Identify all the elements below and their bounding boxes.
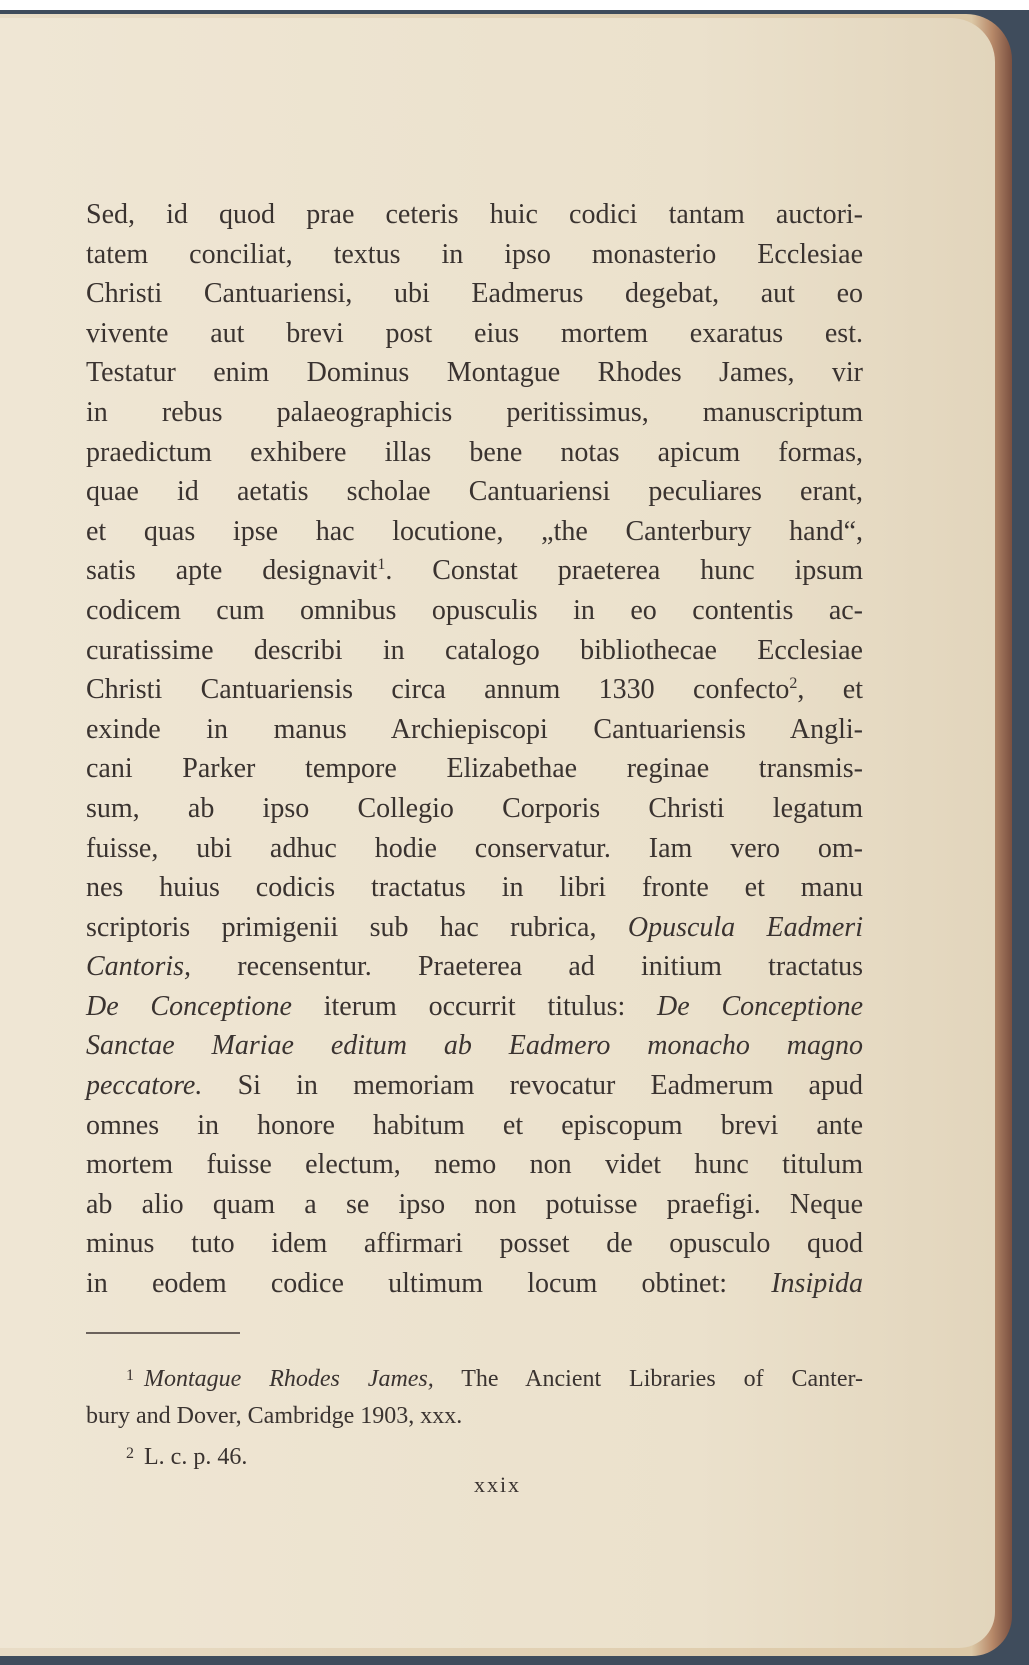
body-text	[86, 195, 863, 1304]
footnote-1-continuation: bury and Dover, Cambridge 1903, xxx.	[86, 1403, 463, 1429]
italic-text: Sanctae Mariae editum ab Eadmero monacho magno	[86, 1030, 863, 1062]
text-line	[86, 1026, 863, 1066]
text-line	[86, 195, 863, 235]
text-line	[86, 1066, 863, 1106]
text-line	[86, 314, 863, 354]
text-line	[86, 631, 863, 671]
text-line	[86, 235, 863, 275]
text-line	[86, 1106, 863, 1146]
text-line	[86, 1264, 863, 1304]
footnote-ref: 1	[377, 556, 386, 574]
line-text: ab alio quam a se ipso non potuisse praefigi. Neque	[86, 1188, 863, 1220]
line-text: nes huius codicis tractatus in libri fronte et manu	[86, 872, 863, 904]
text-line	[86, 353, 863, 393]
footnote-ref: 2	[789, 675, 798, 693]
line-text: codicem cum omnibus opusculis in eo contentis ac-	[86, 594, 863, 626]
text-line	[86, 512, 863, 552]
line-text: Testatur enim Dominus Montague Rhodes James, vir	[86, 357, 863, 389]
italic-text: Opuscula Eadmeri	[627, 911, 863, 943]
line-text: quae id aetatis scholae Cantuariensi peculiares erant,	[86, 476, 863, 508]
text-line	[86, 749, 863, 789]
footnote-author: Montague Rhodes James,	[144, 1366, 434, 1392]
text-line	[86, 591, 863, 631]
footnote-number: 2	[126, 1445, 134, 1462]
line-text: exinde in manus Archiepiscopi Cantuariensis Angli-	[86, 713, 863, 745]
line-text: iterum occurrit titulus:	[291, 990, 658, 1022]
footnote-2	[86, 1435, 863, 1476]
line-text: omnes in honore habitum et episcopum brevi ante	[86, 1109, 863, 1141]
line-text: in rebus palaeographicis peritissimus, manuscriptum	[86, 396, 863, 428]
line-text: . Constat praeterea hunc ipsum	[385, 555, 863, 587]
text-line	[86, 274, 863, 314]
text-line	[86, 551, 863, 591]
line-text: in eodem codice ultimum locum obtinet:	[86, 1268, 772, 1300]
text-line	[86, 947, 863, 987]
footnote-text: L. c. p. 46.	[144, 1444, 248, 1470]
text-line	[86, 789, 863, 829]
footnote-number: 1	[126, 1367, 134, 1384]
footnote-1	[86, 1357, 863, 1398]
line-text: Christi Cantuariensis circa annum 1330 confecto	[86, 674, 790, 706]
line-text: mortem fuisse electum, nemo non videt hunc titulum	[86, 1149, 863, 1181]
text-line	[86, 710, 863, 750]
footnote-text: The Ancient Libraries of Canter-	[433, 1366, 863, 1392]
footnotes	[86, 1357, 863, 1476]
italic-text: peccatore.	[86, 1070, 203, 1102]
line-text: Sed, id quod prae ceteris huic codici tantam auctori-	[86, 199, 863, 230]
line-text: Si in memoriam revocatur Eadmerum apud	[202, 1070, 863, 1102]
italic-text: De Conceptione	[657, 990, 863, 1022]
line-text: cani Parker tempore Elizabethae reginae transmis-	[86, 753, 863, 785]
line-text: vivente aut brevi post eius mortem exaratus est.	[86, 317, 863, 349]
italic-text: De Conceptione	[86, 990, 292, 1022]
line-text: Christi Cantuariensi, ubi Eadmerus degebat, aut eo	[86, 278, 863, 310]
text-line	[86, 987, 863, 1027]
italic-text: Insipida	[771, 1268, 863, 1300]
footnote-rule	[86, 1332, 240, 1334]
text-line	[86, 1224, 863, 1264]
line-text: minus tuto idem affirmari posset de opusculo quod	[86, 1228, 863, 1260]
line-text: praedictum exhibere illas bene notas apicum formas,	[86, 436, 863, 468]
line-text: recensentur. Praeterea ad initium tractatus	[191, 951, 863, 983]
line-text: , et	[797, 674, 863, 706]
text-line	[86, 670, 863, 710]
text-line	[86, 829, 863, 869]
text-line	[86, 433, 863, 473]
line-text: fuisse, ubi adhuc hodie conservatur. Iam vero om-	[86, 832, 863, 864]
text-line	[86, 1145, 863, 1185]
text-line	[86, 472, 863, 512]
line-text: tatem conciliat, textus in ipso monasterio Ecclesiae	[86, 238, 863, 270]
text-line	[86, 908, 863, 948]
text-line	[86, 393, 863, 433]
text-line	[86, 1185, 863, 1225]
line-text: et quas ipse hac locutione, „the Canterbury hand“,	[86, 515, 863, 547]
line-text: scriptoris primigenii sub hac rubrica,	[86, 911, 628, 943]
line-text: curatissime describi in catalogo bibliothecae Ecclesiae	[86, 634, 863, 666]
line-text: sum, ab ipso Collegio Corporis Christi legatum	[86, 792, 863, 824]
line-text: satis apte designavit	[86, 555, 378, 587]
text-line	[86, 868, 863, 908]
italic-text: Cantoris,	[86, 951, 192, 983]
page-number: xxix	[473, 1472, 522, 1497]
